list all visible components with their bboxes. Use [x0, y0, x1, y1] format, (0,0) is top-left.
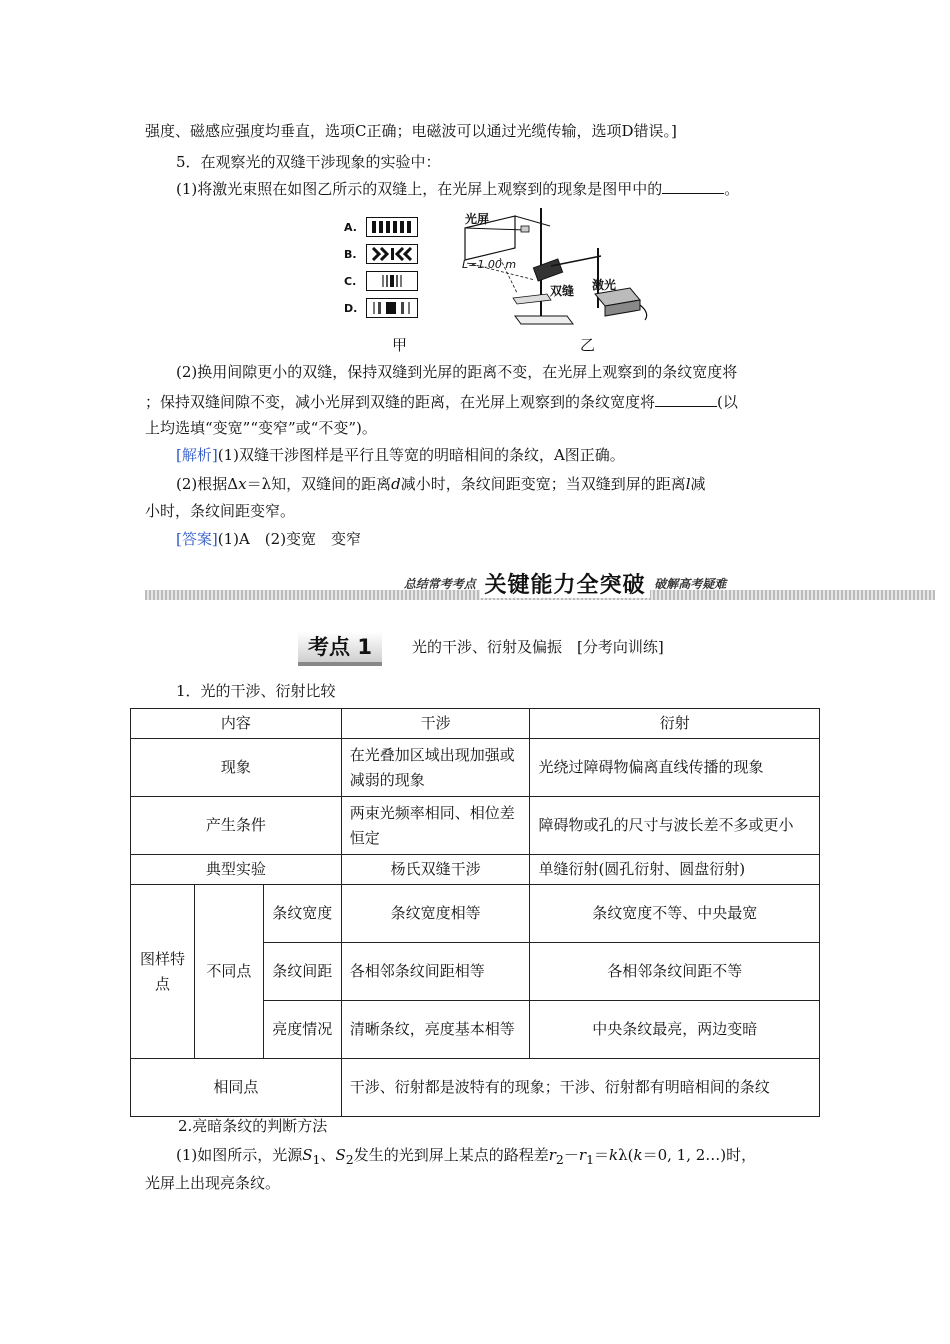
sub-2: 2	[555, 1152, 564, 1167]
q5-1-text: (1)将激光束照在如图乙所示的双缝上，在光屏上观察到的现象是图甲中的	[176, 180, 663, 198]
sub-1: 1	[312, 1152, 321, 1167]
question-5: 5．在观察光的双缝干涉现象的实验中：	[176, 153, 441, 171]
answer-tag: [答案]	[176, 530, 218, 548]
banner-right: 破解高考疑难	[654, 577, 727, 591]
subsection-1: 1．光的干涉、衍射比较	[176, 682, 336, 700]
distance-label: L=1.00 m	[462, 258, 517, 271]
option-d-label: D.	[344, 302, 358, 315]
curved-fringes-icon	[370, 247, 414, 261]
method-seg: ＝	[594, 1146, 610, 1164]
comparison-table	[130, 708, 820, 1117]
option-b-label: B.	[344, 248, 357, 261]
table-cell: 相同点	[131, 1059, 342, 1117]
method-line-2: 光屏上出现亮条纹。	[145, 1174, 281, 1192]
method-seg: λ(	[618, 1146, 634, 1164]
table-cell: 干涉、衍射都是波特有的现象；干涉、衍射都有明暗相间的条纹	[341, 1059, 819, 1117]
table-row	[131, 1059, 820, 1117]
option-c-label: C.	[344, 275, 357, 288]
text-line-1: 强度、磁感应强度均垂直，选项C正确；电磁波可以通过光缆传输，选项D错误。]	[145, 122, 677, 140]
fringe-pattern-b	[366, 244, 418, 264]
section-banner	[145, 568, 935, 604]
sub-1: 1	[586, 1152, 595, 1167]
table-row	[131, 797, 820, 855]
wide-center-fringes-icon	[370, 302, 414, 314]
var-r2: r	[548, 1146, 556, 1164]
sub-2: 2	[345, 1152, 354, 1167]
method-seg: 、	[320, 1146, 336, 1164]
table-cell: 亮度情况	[263, 1001, 341, 1059]
slit-label: 双缝	[550, 284, 575, 298]
answer-blank-2	[655, 392, 717, 407]
analysis-line-1	[176, 444, 625, 466]
var-r1: r	[578, 1146, 587, 1164]
question-5-part-2: (2)换用间隙更小的双缝，保持双缝到光屏的距离不变，在光屏上观察到的条纹宽度将	[176, 363, 738, 381]
table-row	[131, 739, 820, 797]
analysis-line-3: 小时，条纹间距变窄。	[145, 502, 296, 520]
answer-text: (1)A (2)变宽 变窄	[217, 530, 362, 548]
var-l: l	[685, 475, 691, 493]
screen-label: 光屏	[465, 212, 490, 226]
laser-label: 激光	[592, 278, 617, 292]
var-k: k	[609, 1146, 619, 1164]
analysis-text-1: (1)双缝干涉图样是平行且等宽的明暗相间的条纹，A图正确。	[217, 446, 625, 464]
table-cell: 清晰条纹，亮度基本相等	[341, 1001, 530, 1059]
banner-title: 关键能力全突破	[480, 573, 649, 598]
table-cell: 内容	[131, 709, 342, 739]
table-row	[131, 709, 820, 739]
figure-caption-jia: 甲	[392, 336, 408, 354]
var-s1: S	[302, 1146, 313, 1164]
method-seg: (1)如图所示，光源	[176, 1146, 303, 1164]
var-d: d	[391, 475, 401, 493]
var-x: x	[238, 475, 247, 493]
table-cell: 障碍物或孔的尺寸与波长差不多或更小	[530, 797, 820, 855]
analysis-seg: ＝	[246, 475, 262, 493]
figure-caption-yi: 乙	[580, 336, 596, 354]
diffraction-fringes-icon	[370, 275, 414, 287]
table-cell: 图样特点	[131, 885, 195, 1059]
analysis-tag: [解析]	[176, 446, 218, 464]
answer-line	[176, 528, 361, 550]
fringe-pattern-c	[366, 271, 418, 291]
table-cell: 干涉	[341, 709, 530, 739]
analysis-seg: 减小时，条纹间距变宽；当双缝到屏的距离	[400, 475, 686, 493]
var-s2: S	[335, 1146, 346, 1164]
q5-2-end: (以	[717, 393, 738, 411]
method-seg: 发生的光到屏上某点的路程差	[353, 1146, 549, 1164]
table-cell: 不同点	[194, 885, 263, 1059]
analysis-seg: 减	[690, 475, 706, 493]
table-cell: 产生条件	[131, 797, 342, 855]
q5-2-text: ；保持双缝间隙不变，减小光屏到双缝的距离，在光屏上观察到的条纹宽度将	[145, 393, 656, 411]
table-cell: 条纹宽度相等	[341, 885, 530, 943]
method-seg: ＝0, 1, 2…)时，	[642, 1146, 757, 1164]
fringe-pattern-a	[366, 217, 418, 237]
var-k: k	[633, 1146, 643, 1164]
table-cell: 条纹宽度不等、中央最宽	[530, 885, 820, 943]
analysis-seg: (2)根据Δ	[176, 475, 239, 493]
method-line-1	[176, 1144, 756, 1171]
banner-center	[345, 568, 785, 599]
table-cell: 典型实验	[131, 855, 342, 885]
kaodian-label: 考点 1	[298, 632, 382, 666]
table-cell: 各相邻条纹间距不等	[530, 943, 820, 1001]
equal-fringes-icon	[370, 221, 414, 233]
table-cell: 单缝衍射(圆孔衍射、圆盘衍射)	[530, 855, 820, 885]
table-cell: 条纹宽度	[263, 885, 341, 943]
table-cell: 各相邻条纹间距相等	[341, 943, 530, 1001]
option-a-label: A.	[344, 221, 357, 234]
table-cell: 中央条纹最亮，两边变暗	[530, 1001, 820, 1059]
kaodian-title: 光的干涉、衍射及偏振 [分考向训练]	[412, 638, 664, 656]
question-5-part-1	[176, 178, 739, 200]
analysis-seg: λ知，双缝间的距离	[261, 475, 392, 493]
fringe-pattern-d	[366, 298, 418, 318]
kaodian-header	[298, 632, 664, 666]
question-5-note: 上均选填“变宽”“变窄”或“不变”)。	[145, 419, 377, 437]
table-cell: 衍射	[530, 709, 820, 739]
table-row	[131, 855, 820, 885]
banner-left: 总结常考考点	[403, 577, 476, 591]
analysis-line-2	[176, 473, 706, 495]
question-5-part-2-cont	[145, 391, 738, 413]
experiment-figure	[330, 208, 660, 354]
method-seg: －	[563, 1146, 579, 1164]
table-cell: 现象	[131, 739, 342, 797]
q5-1-end: 。	[724, 180, 740, 198]
table-cell: 条纹间距	[263, 943, 341, 1001]
table-cell: 杨氏双缝干涉	[341, 855, 530, 885]
table-row	[131, 885, 820, 943]
table-cell: 两束光频率相同、相位差恒定	[341, 797, 530, 855]
table-cell: 光绕过障碍物偏离直线传播的现象	[530, 739, 820, 797]
answer-blank-1	[662, 179, 724, 194]
table-cell: 在光叠加区域出现加强或减弱的现象	[341, 739, 530, 797]
subsection-2: 2.亮暗条纹的判断方法	[178, 1117, 328, 1135]
